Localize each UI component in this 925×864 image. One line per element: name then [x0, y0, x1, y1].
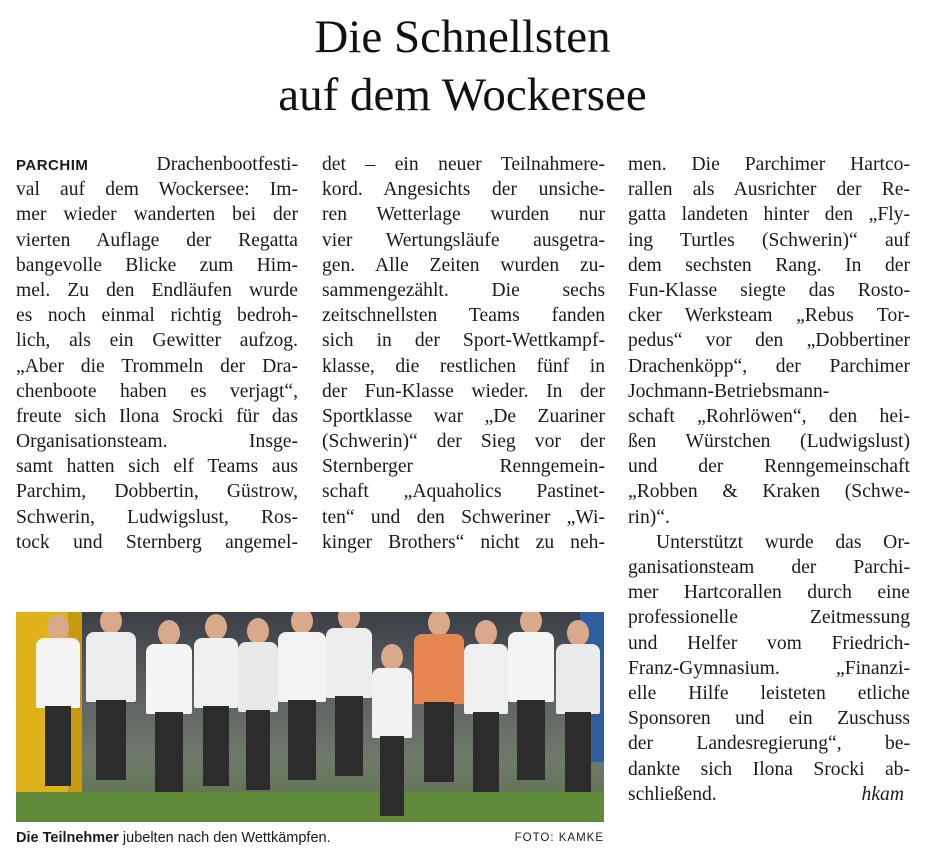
article-column-1 [16, 152, 298, 555]
article-line: rallen als Ausrichter der Re- [628, 179, 910, 201]
article-line: zeitschnellsten Teams fanden [322, 305, 605, 327]
article-line: vierten Auflage der Regatta [16, 229, 298, 251]
photo-caption [16, 826, 604, 850]
photo-person [326, 612, 372, 804]
article-line: klasse, die restlichen fünf in [322, 355, 605, 377]
dateline: PARCHIM [16, 157, 89, 174]
photo-credit: FOTO: KAMKE [514, 832, 604, 844]
photo-person [146, 620, 192, 804]
article-line: (Schwerin)“ der Sieg vor der [322, 431, 605, 453]
article-line: lich, als ein Gewitter aufzog. [16, 330, 298, 352]
photo-person [372, 644, 412, 804]
article-line: dem sechsten Rang. In der [628, 254, 910, 276]
article-first-line [16, 152, 298, 177]
article-line: „Aber die Trommeln der Dra- [16, 355, 298, 377]
article-line: schaft „Rohrlöwen“, den hei- [628, 405, 910, 427]
article-line: „Robben & Kraken (Schwe- [628, 481, 910, 503]
headline-line-1: Die Schnellsten [314, 11, 611, 63]
article-line: Sternberger Renngemein- [322, 456, 605, 478]
article-line: schließend. hkam [628, 782, 910, 807]
article-line: der Landesregierung“, be- [628, 733, 910, 755]
article-line: Sportklasse war „De Zuariner [322, 405, 605, 427]
article-line: kinger Brothers“ nicht zu neh- [322, 531, 605, 553]
photo-person [238, 618, 278, 804]
photo-person [464, 620, 508, 804]
article-line: und der Renngemeinschaft [628, 456, 910, 478]
photo-person [508, 612, 554, 804]
article-line: tock und Sternberg angemel- [16, 531, 298, 553]
article-line: gatta landeten hinter den „Fly- [628, 204, 910, 226]
author-signature: hkam [861, 783, 904, 805]
headline [0, 8, 925, 124]
article-line: sammengezählt. Die sechs [322, 279, 605, 301]
article-line: Organisationsteam. Insge- [16, 431, 298, 453]
article-line: samt hatten sich elf Teams aus [16, 456, 298, 478]
photo-person [556, 620, 600, 804]
article-line: Franz-Gymnasium. „Finanzi- [628, 657, 910, 679]
article-line: der Fun-Klasse wieder. In der [322, 380, 605, 402]
article-line: Unterstützt wurde das Or- [656, 531, 910, 553]
article-column-3 [628, 152, 910, 807]
article-line: Parchim, Dobbertin, Güstrow, [16, 481, 298, 503]
article-line: gen. Alle Zeiten wurden zu- [322, 254, 605, 276]
team-photo [16, 612, 604, 822]
article-line: Drachenköpp“, der Parchimer [628, 355, 910, 377]
photo-person [278, 612, 326, 804]
article-line: Sponsoren und ein Zuschuss [628, 708, 910, 730]
caption-lead: Die Teilnehmer [16, 830, 119, 846]
article-line: mer Hartcorallen durch eine [628, 582, 910, 604]
photo-person [36, 614, 80, 804]
article-line: mer wieder wanderten bei der [16, 204, 298, 226]
article-line: ten“ und den Schweriner „Wi- [322, 506, 605, 528]
photo-person [86, 612, 136, 804]
photo-person [194, 614, 238, 804]
article-line: ren Wetterlage wurden nur [322, 204, 605, 226]
article-line: ßen Würstchen (Ludwigslust) [628, 431, 910, 453]
article-line: ganisationsteam der Parchi- [628, 557, 910, 578]
article-line: schaft „Aquaholics Pastinet- [322, 481, 605, 503]
article-line: pedus“ vor den „Dobbertiner [628, 330, 910, 352]
article-line: sich in der Sport-Wettkampf- [322, 330, 605, 352]
headline-line-2: auf dem Wockersee [278, 69, 647, 121]
article-line: freute sich Ilona Srocki für das [16, 405, 298, 427]
article-line: ing Turtles (Schwerin)“ auf [628, 229, 910, 251]
article-column-2 [322, 152, 605, 555]
article-line: rin)“. [628, 506, 670, 528]
article-line: val auf dem Wockersee: Im- [16, 179, 298, 201]
article-line: kord. Angesichts der unsiche- [322, 179, 605, 201]
article-line: elle Hilfe leisteten etliche [628, 682, 910, 704]
article-line: Schwerin, Ludwigslust, Ros- [16, 506, 298, 528]
caption-text: jubelten nach den Wettkämpfen. [118, 830, 331, 846]
article-line: cker Werksteam „Rebus Tor- [628, 305, 910, 327]
article-line: vier Wertungsläufe ausgetra- [322, 229, 605, 251]
article-line: bangevolle Blicke zum Him- [16, 254, 298, 276]
article-line: dankte sich Ilona Srocki ab- [628, 758, 910, 780]
photo-person [414, 612, 464, 804]
article-line: es noch einmal richtig bedroh- [16, 305, 298, 327]
article-first-line-text: Drachenbootfesti- [156, 154, 298, 175]
article-line: men. Die Parchimer Hartco- [628, 154, 910, 175]
article-line: Fun-Klasse siegte das Rosto- [628, 279, 910, 301]
article-line: und Helfer vom Friedrich- [628, 632, 910, 654]
article-line: chenboote haben es verjagt“, [16, 380, 298, 402]
article-line: Jochmann-Betriebsmann- [628, 380, 830, 402]
article-line: professionelle Zeitmessung [628, 607, 910, 629]
article-line: det – ein neuer Teilnahmere- [322, 154, 605, 175]
article-line: mel. Zu den Endläufen wurde [16, 279, 298, 301]
